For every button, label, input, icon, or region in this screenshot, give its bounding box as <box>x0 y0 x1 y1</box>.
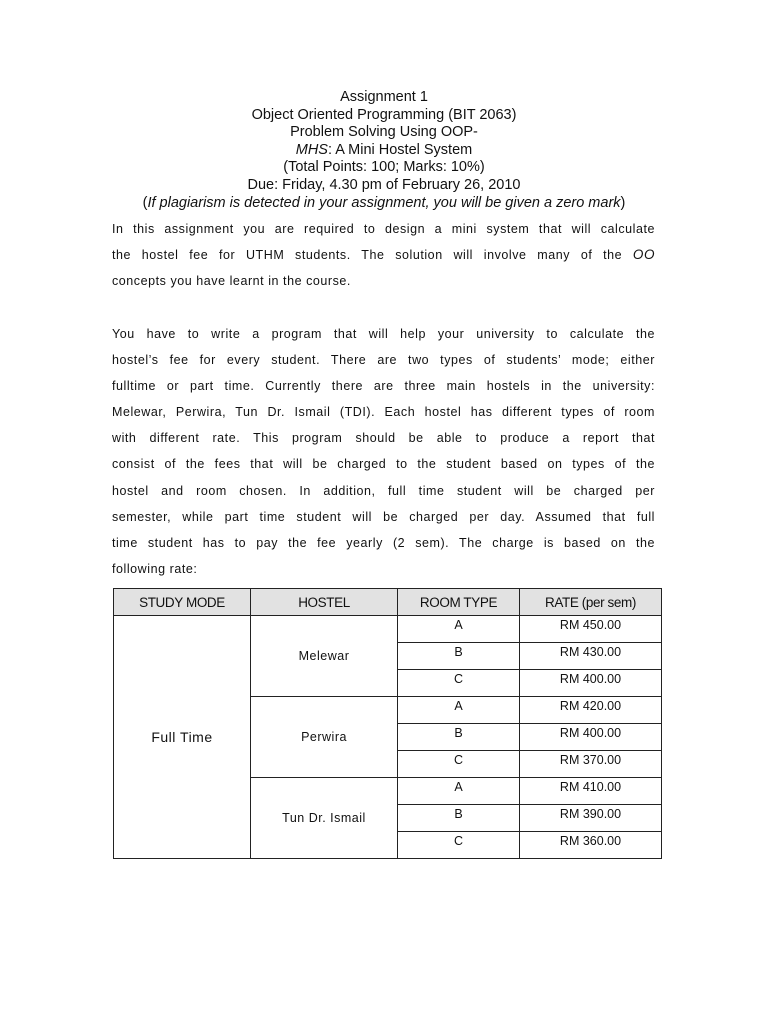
rate-cell: RM 420.00 <box>520 697 662 724</box>
due-date: Due: Friday, 4.30 pm of February 26, 2010 <box>247 176 521 193</box>
description-paragraph <box>112 321 655 582</box>
room-type-cell: B <box>398 805 520 832</box>
rate-cell: RM 430.00 <box>520 643 662 670</box>
study-mode-cell: Full Time <box>114 616 251 859</box>
room-type-cell: B <box>398 643 520 670</box>
intro-paragraph <box>112 216 655 294</box>
header-room-type: ROOM TYPE <box>398 589 520 616</box>
assignment-number: Assignment 1 <box>340 89 428 105</box>
room-type-cell: C <box>398 832 520 859</box>
paragraph-line: concepts you have learnt in the course. <box>112 274 351 289</box>
paragraph-line: You have to write a program that will help your university to calculate the <box>112 327 655 341</box>
paragraph-line: with different rate. This program should be able to produce a report that <box>112 431 655 446</box>
plagiarism-warning: (If plagiarism is detected in your assignment, you will be given a zero mark) <box>142 194 626 211</box>
rate-cell: RM 370.00 <box>520 751 662 778</box>
hostel-cell: Tun Dr. Ismail <box>251 778 398 859</box>
assignment-topic: Problem Solving Using OOP- <box>290 124 478 141</box>
hostel-cell: Melewar <box>251 616 398 697</box>
header-study-mode: STUDY MODE <box>114 589 251 616</box>
course-title: Object Oriented Programming (BIT 2063) <box>251 106 517 123</box>
room-type-cell: A <box>398 616 520 643</box>
paragraph-line: time student has to pay the fee yearly (2 sem). The charge is based on the <box>112 535 655 550</box>
system-acronym: MHS <box>295 141 328 158</box>
points-marks: (Total Points: 100; Marks: 10%) <box>283 159 485 176</box>
paragraph-line: the hostel fee for UTHM students. The solution will involve many of the OO <box>112 247 655 263</box>
paragraph-line: hostel and room chosen. In addition, full time student will be charged per <box>112 483 655 498</box>
rate-table <box>113 588 662 859</box>
header-hostel: HOSTEL <box>251 589 398 616</box>
rate-cell: RM 400.00 <box>520 670 662 697</box>
rate-cell: RM 360.00 <box>520 832 662 859</box>
room-type-cell: A <box>398 697 520 724</box>
rate-cell: RM 400.00 <box>520 724 662 751</box>
paragraph-line: following rate: <box>112 561 198 576</box>
rate-cell: RM 390.00 <box>520 805 662 832</box>
paragraph-line: hostel’s fee for every student. There are two types of students’ mode; either <box>112 353 655 368</box>
room-type-cell: A <box>398 778 520 805</box>
paragraph-line: semester, while part time student will be charged per day. Assumed that full <box>112 509 655 524</box>
paragraph-line: Melewar, Perwira, Tun Dr. Ismail (TDI). Each hostel has different types of room <box>112 405 655 420</box>
room-type-cell: C <box>398 751 520 778</box>
oo-term: OO <box>632 247 655 263</box>
room-type-cell: B <box>398 724 520 751</box>
system-name <box>0 142 768 160</box>
table-row <box>114 616 662 643</box>
paragraph-line: In this assignment you are required to design a mini system that will calculate <box>112 222 655 236</box>
room-type-cell: C <box>398 670 520 697</box>
paragraph-line: consist of the fees that will be charged to the student based on types of the <box>112 457 655 472</box>
paragraph-line: fulltime or part time. Currently there are three main hostels in the university: <box>112 379 655 394</box>
plagiarism-warning-text: If plagiarism is detected in your assignment, you will be given a zero mark <box>147 194 621 211</box>
document-header <box>0 89 768 212</box>
hostel-cell: Perwira <box>251 697 398 778</box>
system-name-text: : A Mini Hostel System <box>327 141 473 158</box>
table-header-row <box>114 589 662 616</box>
rate-cell: RM 410.00 <box>520 778 662 805</box>
rate-cell: RM 450.00 <box>520 616 662 643</box>
header-rate: RATE (per sem) <box>520 589 662 616</box>
